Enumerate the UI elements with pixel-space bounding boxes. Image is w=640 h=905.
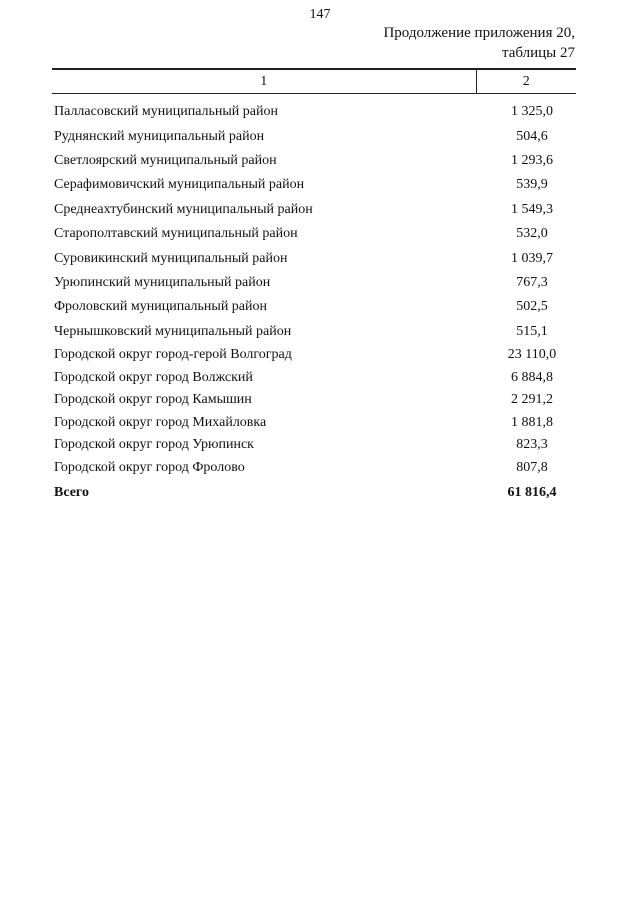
appendix-note [383, 23, 575, 63]
table-row [52, 149, 576, 173]
district-name: Городской округ город-герой Волгоград [54, 347, 292, 363]
district-name: Городской округ город Михайловка [54, 414, 267, 430]
district-value: 823,3 [516, 437, 548, 453]
table-header [52, 69, 576, 94]
district-value: 502,5 [516, 299, 548, 315]
district-name: Палласовский муниципальный район [54, 104, 278, 120]
total-label: Всего [54, 484, 89, 500]
district-name: Городской округ город Волжский [54, 369, 253, 385]
table-row [52, 456, 576, 479]
district-name: Серафимовичский муниципальный район [54, 177, 305, 193]
district-name: Городской округ город Урюпинск [54, 437, 254, 453]
table-row [52, 295, 576, 319]
table-row [52, 124, 576, 148]
column-header-1: 1 [52, 69, 476, 94]
table-row [52, 94, 576, 125]
appendix-note-line-2: таблицы 27 [501, 45, 575, 61]
column-header-2: 2 [476, 69, 576, 94]
table-row [52, 411, 576, 434]
table-row [52, 366, 576, 389]
district-name: Среднеахтубинский муниципальный район [54, 201, 313, 217]
district-name: Чернышковский муниципальный район [54, 323, 292, 339]
page-number: 147 [309, 7, 331, 22]
district-value: 1 549,3 [511, 201, 553, 217]
district-value: 807,8 [516, 459, 548, 475]
table-row [52, 320, 576, 344]
district-value: 1 293,6 [511, 152, 553, 168]
data-table [52, 68, 576, 507]
district-value: 1 881,8 [511, 414, 553, 430]
table-row [52, 434, 576, 457]
district-name: Руднянский муниципальный район [54, 128, 265, 144]
district-value: 1 039,7 [511, 250, 553, 266]
table-row [52, 173, 576, 197]
total-value: 61 816,4 [507, 484, 557, 500]
district-name: Городской округ город Фролово [54, 459, 245, 475]
table-row [52, 389, 576, 412]
district-name: Урюпинский муниципальный район [54, 274, 271, 290]
district-value: 539,9 [516, 177, 548, 193]
table-total-row [52, 479, 576, 507]
district-value: 532,0 [516, 226, 548, 242]
table-row [52, 271, 576, 295]
district-value: 504,6 [516, 128, 548, 144]
district-value: 2 291,2 [511, 392, 553, 408]
table-header-row [52, 69, 576, 94]
district-name: Старополтавский муниципальный район [54, 226, 298, 242]
district-name: Суровикинский муниципальный район [54, 250, 288, 266]
data-table-container [52, 68, 576, 507]
district-name: Фроловский муниципальный район [54, 299, 268, 315]
table-row [52, 344, 576, 367]
district-name: Светлоярский муниципальный район [54, 152, 277, 168]
appendix-note-line-1: Продолжение приложения 20, [383, 25, 575, 41]
district-value: 515,1 [516, 323, 548, 339]
district-name: Городской округ город Камышин [54, 392, 252, 408]
district-value: 6 884,8 [511, 369, 553, 385]
district-value: 767,3 [516, 274, 548, 290]
table-row [52, 246, 576, 270]
table-row [52, 198, 576, 222]
table-row [52, 222, 576, 246]
table-body [52, 94, 576, 507]
district-value: 23 110,0 [507, 347, 557, 363]
district-value: 1 325,0 [511, 104, 553, 120]
